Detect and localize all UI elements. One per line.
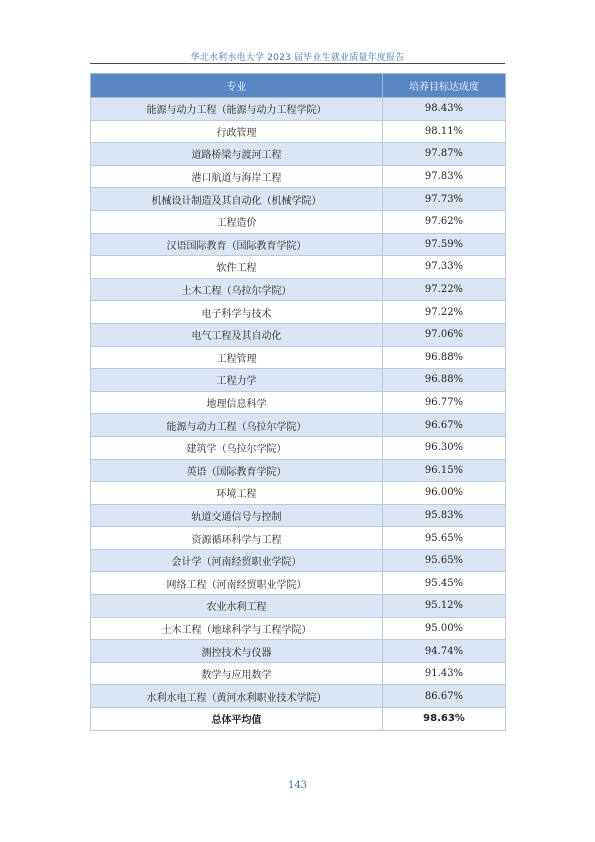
rate-cell: 97.22%: [383, 301, 506, 324]
major-cell: 会计学（河南经贸职业学院）: [91, 549, 383, 572]
table-row: [91, 572, 506, 595]
rate-cell: 94.74%: [383, 640, 506, 663]
table-row: [91, 662, 506, 685]
table-row: [91, 120, 506, 143]
major-cell: 轨道交通信号与控制: [91, 504, 383, 527]
major-cell: 电气工程及其自动化: [91, 323, 383, 346]
major-cell: 农业水利工程: [91, 595, 383, 618]
table-row: [91, 595, 506, 618]
major-cell: 能源与动力工程（能源与动力工程学院）: [91, 98, 383, 121]
table-row: [91, 369, 506, 392]
table-row: [91, 346, 506, 369]
table-row: [91, 414, 506, 437]
report-header-title: 华北水利水电大学 2023 届毕业生就业质量年度报告: [190, 53, 405, 63]
major-cell: 能源与动力工程（乌拉尔学院）: [91, 414, 383, 437]
table-row: [91, 527, 506, 550]
rate-cell: 95.65%: [383, 549, 506, 572]
rate-cell: 95.65%: [383, 527, 506, 550]
major-cell: 水利水电工程（黄河水利职业技术学院）: [91, 685, 383, 708]
major-cell: 数学与应用数学: [91, 662, 383, 685]
table-row: [91, 98, 506, 121]
rate-cell: 86.67%: [383, 685, 506, 708]
table-row: [91, 323, 506, 346]
table-row: [91, 143, 506, 166]
table-row: [91, 391, 506, 414]
table-row: [91, 256, 506, 279]
column-header-major: 专业: [91, 74, 383, 98]
rate-cell: 97.83%: [383, 165, 506, 188]
table-row: [91, 233, 506, 256]
table-row: [91, 165, 506, 188]
table-row: [91, 278, 506, 301]
rate-cell: 97.62%: [383, 210, 506, 233]
major-cell: 英语（国际教育学院）: [91, 459, 383, 482]
table-row: [91, 459, 506, 482]
table-row: [91, 188, 506, 211]
major-cell: 测控技术与仪器: [91, 640, 383, 663]
major-cell: 土木工程（地球科学与工程学院）: [91, 617, 383, 640]
achievement-table: [90, 73, 506, 731]
major-cell: 资源循环科学与工程: [91, 527, 383, 550]
major-cell: 建筑学（乌拉尔学院）: [91, 436, 383, 459]
table-row: [91, 640, 506, 663]
table-body: [91, 98, 506, 731]
major-cell: 软件工程: [91, 256, 383, 279]
rate-cell: 97.87%: [383, 143, 506, 166]
rate-cell: 96.67%: [383, 414, 506, 437]
header-divider: [90, 63, 505, 64]
table-header-row: [91, 74, 506, 98]
rate-cell: 95.45%: [383, 572, 506, 595]
rate-cell: 97.22%: [383, 278, 506, 301]
major-cell: 地理信息科学: [91, 391, 383, 414]
major-cell: 土木工程（乌拉尔学院）: [91, 278, 383, 301]
major-cell: 环境工程: [91, 482, 383, 505]
rate-cell: 97.59%: [383, 233, 506, 256]
rate-cell: 98.11%: [383, 120, 506, 143]
major-cell: 网络工程（河南经贸职业学院）: [91, 572, 383, 595]
column-header-rate: 培养目标达成度: [383, 74, 506, 98]
table-row: [91, 301, 506, 324]
major-cell: 工程造价: [91, 210, 383, 233]
rate-cell: 91.43%: [383, 662, 506, 685]
rate-cell: 96.88%: [383, 369, 506, 392]
total-row: [91, 708, 506, 731]
rate-cell: 98.43%: [383, 98, 506, 121]
rate-cell: 95.83%: [383, 504, 506, 527]
major-cell: 工程力学: [91, 369, 383, 392]
page-number: 143: [287, 780, 308, 791]
table-row: [91, 549, 506, 572]
major-cell: 港口航道与海岸工程: [91, 165, 383, 188]
rate-cell: 95.12%: [383, 595, 506, 618]
rate-cell: 96.77%: [383, 391, 506, 414]
major-cell: 电子科学与技术: [91, 301, 383, 324]
rate-cell: 96.00%: [383, 482, 506, 505]
major-cell: 道路桥梁与渡河工程: [91, 143, 383, 166]
table-row: [91, 685, 506, 708]
major-cell: 机械设计制造及其自动化（机械学院）: [91, 188, 383, 211]
table-row: [91, 482, 506, 505]
rate-cell: 95.00%: [383, 617, 506, 640]
total-rate: 98.63%: [383, 708, 506, 731]
major-cell: 工程管理: [91, 346, 383, 369]
rate-cell: 96.88%: [383, 346, 506, 369]
rate-cell: 97.06%: [383, 323, 506, 346]
table-row: [91, 617, 506, 640]
total-label: 总体平均值: [91, 708, 383, 731]
rate-cell: 96.30%: [383, 436, 506, 459]
table-row: [91, 504, 506, 527]
rate-cell: 96.15%: [383, 459, 506, 482]
table-row: [91, 210, 506, 233]
major-cell: 行政管理: [91, 120, 383, 143]
table-row: [91, 436, 506, 459]
rate-cell: 97.33%: [383, 256, 506, 279]
major-cell: 汉语国际教育（国际教育学院）: [91, 233, 383, 256]
rate-cell: 97.73%: [383, 188, 506, 211]
